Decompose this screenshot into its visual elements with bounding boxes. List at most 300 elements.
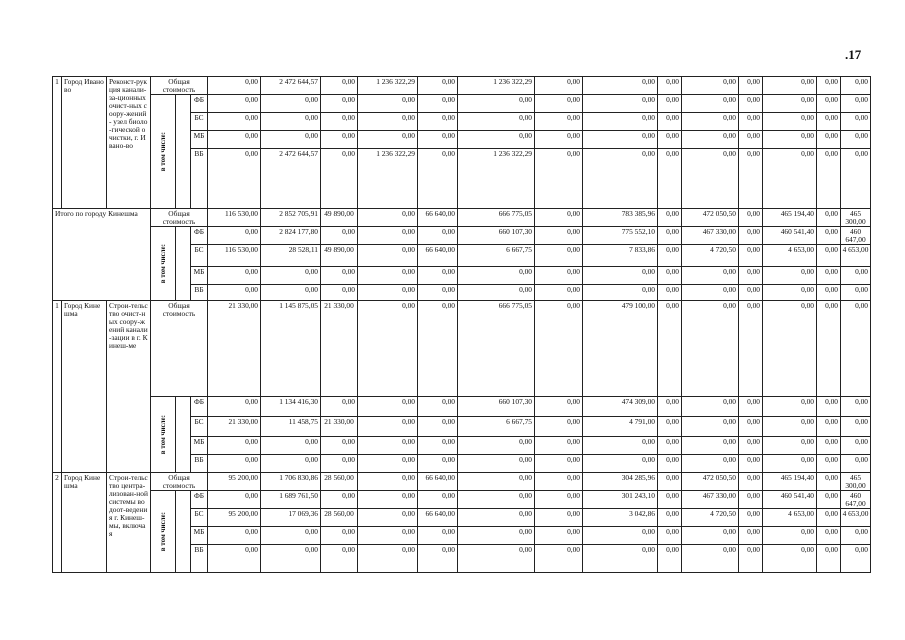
value-cell: 28 528,11	[261, 245, 321, 267]
value-cell: 0,00	[358, 301, 418, 397]
value-cell: 0,00	[535, 301, 583, 397]
value-cell: 4 720,50	[682, 509, 739, 527]
value-cell: 460 541,40	[763, 227, 817, 245]
value-cell: 0,00	[535, 245, 583, 267]
value-cell: 21 330,00	[208, 417, 261, 437]
table-row	[53, 95, 871, 113]
city-name: Город Иваново	[62, 77, 107, 209]
value-cell: 0,00	[763, 113, 817, 131]
value-cell: 0,00	[535, 397, 583, 417]
value-cell: 0,00	[763, 77, 817, 95]
value-cell: 0,00	[358, 113, 418, 131]
value-cell: 0,00	[535, 209, 583, 227]
value-cell: 0,00	[208, 113, 261, 131]
value-cell: 0,00	[458, 491, 535, 509]
value-cell: 460 541,40	[763, 491, 817, 509]
value-cell: 0,00	[682, 301, 739, 397]
value-cell: 0,00	[841, 545, 871, 573]
value-cell: 0,00	[658, 397, 682, 417]
value-cell: 0,00	[658, 473, 682, 491]
value-cell: 0,00	[658, 209, 682, 227]
funding-table	[52, 76, 871, 573]
value-cell: 0,00	[739, 149, 763, 209]
source-label-vb: ВБ	[191, 545, 208, 573]
value-cell: 0,00	[739, 527, 763, 545]
value-cell: 0,00	[418, 285, 458, 301]
value-cell: 0,00	[418, 77, 458, 95]
row-number: 1	[53, 301, 62, 473]
page-number: .17	[845, 47, 862, 62]
value-cell: 0,00	[817, 245, 841, 267]
value-cell: 0,00	[739, 491, 763, 509]
value-cell: 666 775,05	[458, 301, 535, 397]
value-cell: 0,00	[763, 397, 817, 417]
value-cell: 0,00	[458, 113, 535, 131]
total-cost-label: Общая стоимость	[151, 209, 208, 227]
value-cell: 0,00	[208, 285, 261, 301]
value-cell: 0,00	[739, 455, 763, 473]
value-cell: 28 560,00	[321, 473, 358, 491]
value-cell: 0,00	[817, 77, 841, 95]
value-cell: 0,00	[658, 149, 682, 209]
value-cell: 0,00	[739, 473, 763, 491]
value-cell: 0,00	[658, 245, 682, 267]
value-cell: 0,00	[817, 417, 841, 437]
value-cell: 0,00	[208, 437, 261, 455]
value-cell: 0,00	[739, 245, 763, 267]
value-cell: 1 706 830,86	[261, 473, 321, 491]
value-cell: 0,00	[817, 509, 841, 527]
value-cell: 66 640,00	[418, 509, 458, 527]
value-cell: 0,00	[763, 95, 817, 113]
source-label-mb: МБ	[191, 267, 208, 285]
object-name: Реконст-рукция канали-за-ционных очист-ных соору-жений - узел биоло-гической очистки, г. Ивано-во	[107, 77, 151, 209]
value-cell: 0,00	[682, 545, 739, 573]
value-cell: 304 285,96	[583, 473, 658, 491]
value-cell: 0,00	[535, 113, 583, 131]
value-cell: 0,00	[739, 285, 763, 301]
value-cell: 0,00	[682, 149, 739, 209]
including-label-text: в том числе:	[159, 511, 167, 552]
value-cell: 0,00	[583, 77, 658, 95]
value-cell: 0,00	[658, 301, 682, 397]
value-cell: 0,00	[321, 455, 358, 473]
value-cell: 0,00	[841, 267, 871, 285]
value-cell: 0,00	[739, 77, 763, 95]
value-cell: 3 042,86	[583, 509, 658, 527]
value-cell: 0,00	[658, 267, 682, 285]
table-row	[53, 397, 871, 417]
value-cell: 0,00	[535, 491, 583, 509]
value-cell: 4 653,00	[763, 509, 817, 527]
value-cell: 0,00	[763, 267, 817, 285]
value-cell: 0,00	[261, 95, 321, 113]
value-cell: 0,00	[658, 77, 682, 95]
value-cell: 0,00	[682, 437, 739, 455]
value-cell: 0,00	[841, 397, 871, 417]
value-cell: 0,00	[535, 545, 583, 573]
source-label-bs: БС	[191, 245, 208, 267]
value-cell: 0,00	[739, 397, 763, 417]
value-cell: 0,00	[358, 545, 418, 573]
value-cell: 0,00	[418, 397, 458, 417]
value-cell: 0,00	[658, 527, 682, 545]
value-cell: 0,00	[841, 131, 871, 149]
value-cell: 0,00	[321, 267, 358, 285]
value-cell: 0,00	[658, 95, 682, 113]
including-label	[151, 227, 176, 301]
value-cell: 1 236 322,29	[358, 149, 418, 209]
value-cell: 66 640,00	[418, 245, 458, 267]
value-cell: 0,00	[817, 473, 841, 491]
value-cell: 49 890,00	[321, 209, 358, 227]
value-cell: 0,00	[817, 301, 841, 397]
value-cell: 0,00	[358, 455, 418, 473]
value-cell: 21 330,00	[321, 301, 358, 397]
value-cell: 0,00	[817, 491, 841, 509]
value-cell: 0,00	[321, 397, 358, 417]
value-cell: 0,00	[418, 149, 458, 209]
value-cell: 775 552,10	[583, 227, 658, 245]
value-cell: 21 330,00	[321, 417, 358, 437]
value-cell: 0,00	[841, 455, 871, 473]
value-cell: 0,00	[418, 227, 458, 245]
value-cell: 1 236 322,29	[458, 149, 535, 209]
table-row	[53, 473, 871, 491]
value-cell: 0,00	[682, 95, 739, 113]
value-cell: 0,00	[418, 95, 458, 113]
value-cell: 0,00	[817, 397, 841, 417]
value-cell: 0,00	[682, 285, 739, 301]
row-number: 1	[53, 77, 62, 209]
value-cell: 0,00	[418, 491, 458, 509]
value-cell: 0,00	[358, 509, 418, 527]
value-cell: 0,00	[658, 131, 682, 149]
value-cell: 479 100,00	[583, 301, 658, 397]
value-cell: 0,00	[418, 437, 458, 455]
value-cell: 0,00	[682, 267, 739, 285]
value-cell: 0,00	[763, 417, 817, 437]
value-cell: 0,00	[583, 95, 658, 113]
value-cell: 0,00	[682, 397, 739, 417]
value-cell: 1 134 416,30	[261, 397, 321, 417]
value-cell: 2 824 177,80	[261, 227, 321, 245]
value-cell: 0,00	[458, 509, 535, 527]
value-cell: 0,00	[583, 131, 658, 149]
value-cell: 0,00	[583, 455, 658, 473]
value-cell: 0,00	[358, 473, 418, 491]
value-cell: 0,00	[418, 131, 458, 149]
value-cell: 0,00	[817, 113, 841, 131]
value-cell: 11 458,75	[261, 417, 321, 437]
table-row	[53, 77, 871, 95]
object-name: Строи-тельство очист-ных соору-жений канали-зации в г. Кинеш-ме	[107, 301, 151, 473]
value-cell: 0,00	[208, 227, 261, 245]
value-cell: 66 640,00	[418, 473, 458, 491]
value-cell: 467 330,00	[682, 491, 739, 509]
value-cell: 783 385,96	[583, 209, 658, 227]
source-label-bs: БС	[191, 509, 208, 527]
value-cell: 0,00	[208, 77, 261, 95]
value-cell: 6 667,75	[458, 417, 535, 437]
value-cell: 666 775,05	[458, 209, 535, 227]
source-label-mb: МБ	[191, 131, 208, 149]
value-cell: 1 145 875,05	[261, 301, 321, 397]
value-cell: 0,00	[763, 301, 817, 397]
value-cell: 0,00	[841, 113, 871, 131]
value-cell: 0,00	[739, 209, 763, 227]
value-cell: 467 330,00	[682, 227, 739, 245]
value-cell: 0,00	[817, 285, 841, 301]
value-cell: 0,00	[418, 527, 458, 545]
value-cell: 0,00	[841, 301, 871, 397]
value-cell: 0,00	[763, 527, 817, 545]
value-cell: 0,00	[682, 417, 739, 437]
value-cell: 301 243,10	[583, 491, 658, 509]
value-cell: 0,00	[535, 149, 583, 209]
city-name: Город Кинешма	[62, 301, 107, 473]
value-cell: 0,00	[358, 245, 418, 267]
value-cell: 0,00	[535, 527, 583, 545]
value-cell: 0,00	[739, 113, 763, 131]
value-cell: 0,00	[321, 285, 358, 301]
value-cell: 0,00	[535, 509, 583, 527]
value-cell: 0,00	[358, 417, 418, 437]
value-cell: 0,00	[817, 267, 841, 285]
value-cell: 66 640,00	[418, 209, 458, 227]
value-cell: 4 653,00	[841, 509, 871, 527]
value-cell: 0,00	[458, 131, 535, 149]
value-cell: 0,00	[583, 527, 658, 545]
value-cell: 0,00	[763, 285, 817, 301]
value-cell: 472 050,50	[682, 473, 739, 491]
row-number: 2	[53, 473, 62, 573]
value-cell: 0,00	[682, 77, 739, 95]
value-cell: 0,00	[418, 417, 458, 437]
value-cell: 0,00	[583, 113, 658, 131]
value-cell: 0,00	[658, 455, 682, 473]
value-cell: 0,00	[418, 113, 458, 131]
value-cell: 0,00	[658, 417, 682, 437]
value-cell: 0,00	[458, 545, 535, 573]
value-cell: 0,00	[682, 455, 739, 473]
value-cell: 0,00	[739, 417, 763, 437]
value-cell: 0,00	[458, 95, 535, 113]
value-cell: 0,00	[321, 227, 358, 245]
value-cell: 0,00	[763, 545, 817, 573]
value-cell: 0,00	[763, 437, 817, 455]
value-cell: 4 653,00	[841, 245, 871, 267]
value-cell: 116 530,00	[208, 245, 261, 267]
value-cell: 0,00	[841, 285, 871, 301]
value-cell: 4 720,50	[682, 245, 739, 267]
value-cell: 0,00	[739, 437, 763, 455]
value-cell: 0,00	[321, 149, 358, 209]
value-cell: 95 200,00	[208, 473, 261, 491]
source-label-mb: МБ	[191, 527, 208, 545]
value-cell: 0,00	[841, 527, 871, 545]
source-label-fb: ФБ	[191, 397, 208, 417]
value-cell: 0,00	[358, 95, 418, 113]
value-cell: 0,00	[658, 491, 682, 509]
value-cell: 0,00	[261, 267, 321, 285]
value-cell: 0,00	[658, 509, 682, 527]
table-row	[53, 491, 871, 509]
value-cell: 0,00	[261, 131, 321, 149]
value-cell: 0,00	[658, 437, 682, 455]
including-label	[151, 95, 176, 209]
value-cell: 0,00	[358, 285, 418, 301]
value-cell: 0,00	[418, 545, 458, 573]
value-cell: 0,00	[583, 267, 658, 285]
value-cell: 28 560,00	[321, 509, 358, 527]
value-cell: 0,00	[817, 209, 841, 227]
total-cost-label: Общая стоимость	[151, 77, 208, 95]
value-cell: 465 300,00	[841, 209, 871, 227]
value-cell: 0,00	[739, 131, 763, 149]
value-cell: 472 050,50	[682, 209, 739, 227]
value-cell: 0,00	[208, 527, 261, 545]
value-cell: 0,00	[321, 491, 358, 509]
value-cell: 0,00	[817, 95, 841, 113]
value-cell: 0,00	[583, 285, 658, 301]
value-cell: 0,00	[458, 455, 535, 473]
value-cell: 0,00	[841, 417, 871, 437]
total-cost-label: Общая стоимость	[151, 301, 208, 397]
city-name: Город Кинешма	[62, 473, 107, 573]
value-cell: 0,00	[261, 527, 321, 545]
source-label-vb: ВБ	[191, 149, 208, 209]
table-row	[53, 301, 871, 397]
value-cell: 0,00	[739, 267, 763, 285]
value-cell: 2 852 705,91	[261, 209, 321, 227]
value-cell: 1 689 761,50	[261, 491, 321, 509]
value-cell: 465 194,40	[763, 473, 817, 491]
source-label-vb: ВБ	[191, 455, 208, 473]
value-cell: 0,00	[358, 209, 418, 227]
value-cell: 474 309,00	[583, 397, 658, 417]
value-cell: 0,00	[458, 527, 535, 545]
spacer-cell	[176, 227, 191, 301]
value-cell: 0,00	[583, 437, 658, 455]
value-cell: 0,00	[358, 397, 418, 417]
value-cell: 0,00	[658, 545, 682, 573]
value-cell: 0,00	[535, 285, 583, 301]
value-cell: 0,00	[535, 95, 583, 113]
value-cell: 4 791,00	[583, 417, 658, 437]
value-cell: 0,00	[658, 113, 682, 131]
value-cell: 460 647,00	[841, 491, 871, 509]
value-cell: 7 833,86	[583, 245, 658, 267]
value-cell: 0,00	[763, 131, 817, 149]
value-cell: 0,00	[458, 267, 535, 285]
value-cell: 660 107,30	[458, 227, 535, 245]
value-cell: 0,00	[841, 149, 871, 209]
value-cell: 465 194,40	[763, 209, 817, 227]
source-label-fb: ФБ	[191, 227, 208, 245]
value-cell: 0,00	[763, 149, 817, 209]
value-cell: 0,00	[583, 545, 658, 573]
table-row	[53, 227, 871, 245]
value-cell: 0,00	[535, 437, 583, 455]
value-cell: 0,00	[358, 227, 418, 245]
section-total-label: Итого по городу Кинешма	[53, 209, 151, 301]
value-cell: 0,00	[682, 527, 739, 545]
value-cell: 0,00	[261, 285, 321, 301]
value-cell: 0,00	[535, 267, 583, 285]
value-cell: 0,00	[358, 131, 418, 149]
value-cell: 0,00	[817, 545, 841, 573]
source-label-mb: МБ	[191, 437, 208, 455]
value-cell: 0,00	[261, 455, 321, 473]
value-cell: 0,00	[208, 95, 261, 113]
value-cell: 0,00	[418, 267, 458, 285]
spacer-cell	[176, 491, 191, 573]
value-cell: 21 330,00	[208, 301, 261, 397]
table-row	[53, 209, 871, 227]
value-cell: 0,00	[208, 149, 261, 209]
value-cell: 17 069,36	[261, 509, 321, 527]
value-cell: 4 653,00	[763, 245, 817, 267]
value-cell: 0,00	[358, 527, 418, 545]
value-cell: 0,00	[321, 95, 358, 113]
value-cell: 95 200,00	[208, 509, 261, 527]
value-cell: 49 890,00	[321, 245, 358, 267]
value-cell: 0,00	[208, 131, 261, 149]
including-label-text: в том числе:	[159, 243, 167, 284]
object-name: Строи-тельство центра-лизован-ной системы водоот-ведения г. Кинеш-мы, включая	[107, 473, 151, 573]
value-cell: 0,00	[817, 131, 841, 149]
value-cell: 0,00	[358, 267, 418, 285]
value-cell: 465 300,00	[841, 473, 871, 491]
value-cell: 0,00	[841, 437, 871, 455]
value-cell: 0,00	[739, 545, 763, 573]
value-cell: 0,00	[535, 417, 583, 437]
value-cell: 0,00	[458, 437, 535, 455]
source-label-bs: БС	[191, 113, 208, 131]
value-cell: 0,00	[535, 131, 583, 149]
value-cell: 0,00	[458, 473, 535, 491]
value-cell: 0,00	[583, 149, 658, 209]
value-cell: 2 472 644,57	[261, 77, 321, 95]
value-cell: 0,00	[261, 113, 321, 131]
source-label-fb: ФБ	[191, 95, 208, 113]
including-label	[151, 397, 176, 473]
value-cell: 0,00	[418, 301, 458, 397]
value-cell: 0,00	[321, 527, 358, 545]
value-cell: 0,00	[682, 113, 739, 131]
value-cell: 0,00	[321, 131, 358, 149]
value-cell: 0,00	[739, 301, 763, 397]
including-label-text: в том числе:	[159, 131, 167, 172]
value-cell: 1 236 322,29	[358, 77, 418, 95]
value-cell: 660 107,30	[458, 397, 535, 417]
value-cell: 0,00	[261, 437, 321, 455]
value-cell: 0,00	[658, 285, 682, 301]
value-cell: 6 667,75	[458, 245, 535, 267]
source-label-vb: ВБ	[191, 285, 208, 301]
value-cell: 0,00	[321, 545, 358, 573]
value-cell: 0,00	[208, 491, 261, 509]
value-cell: 0,00	[817, 455, 841, 473]
value-cell: 0,00	[418, 455, 458, 473]
spacer-cell	[176, 95, 191, 209]
value-cell: 0,00	[208, 545, 261, 573]
value-cell: 0,00	[817, 437, 841, 455]
value-cell: 0,00	[739, 227, 763, 245]
value-cell: 0,00	[535, 473, 583, 491]
value-cell: 460 647,00	[841, 227, 871, 245]
